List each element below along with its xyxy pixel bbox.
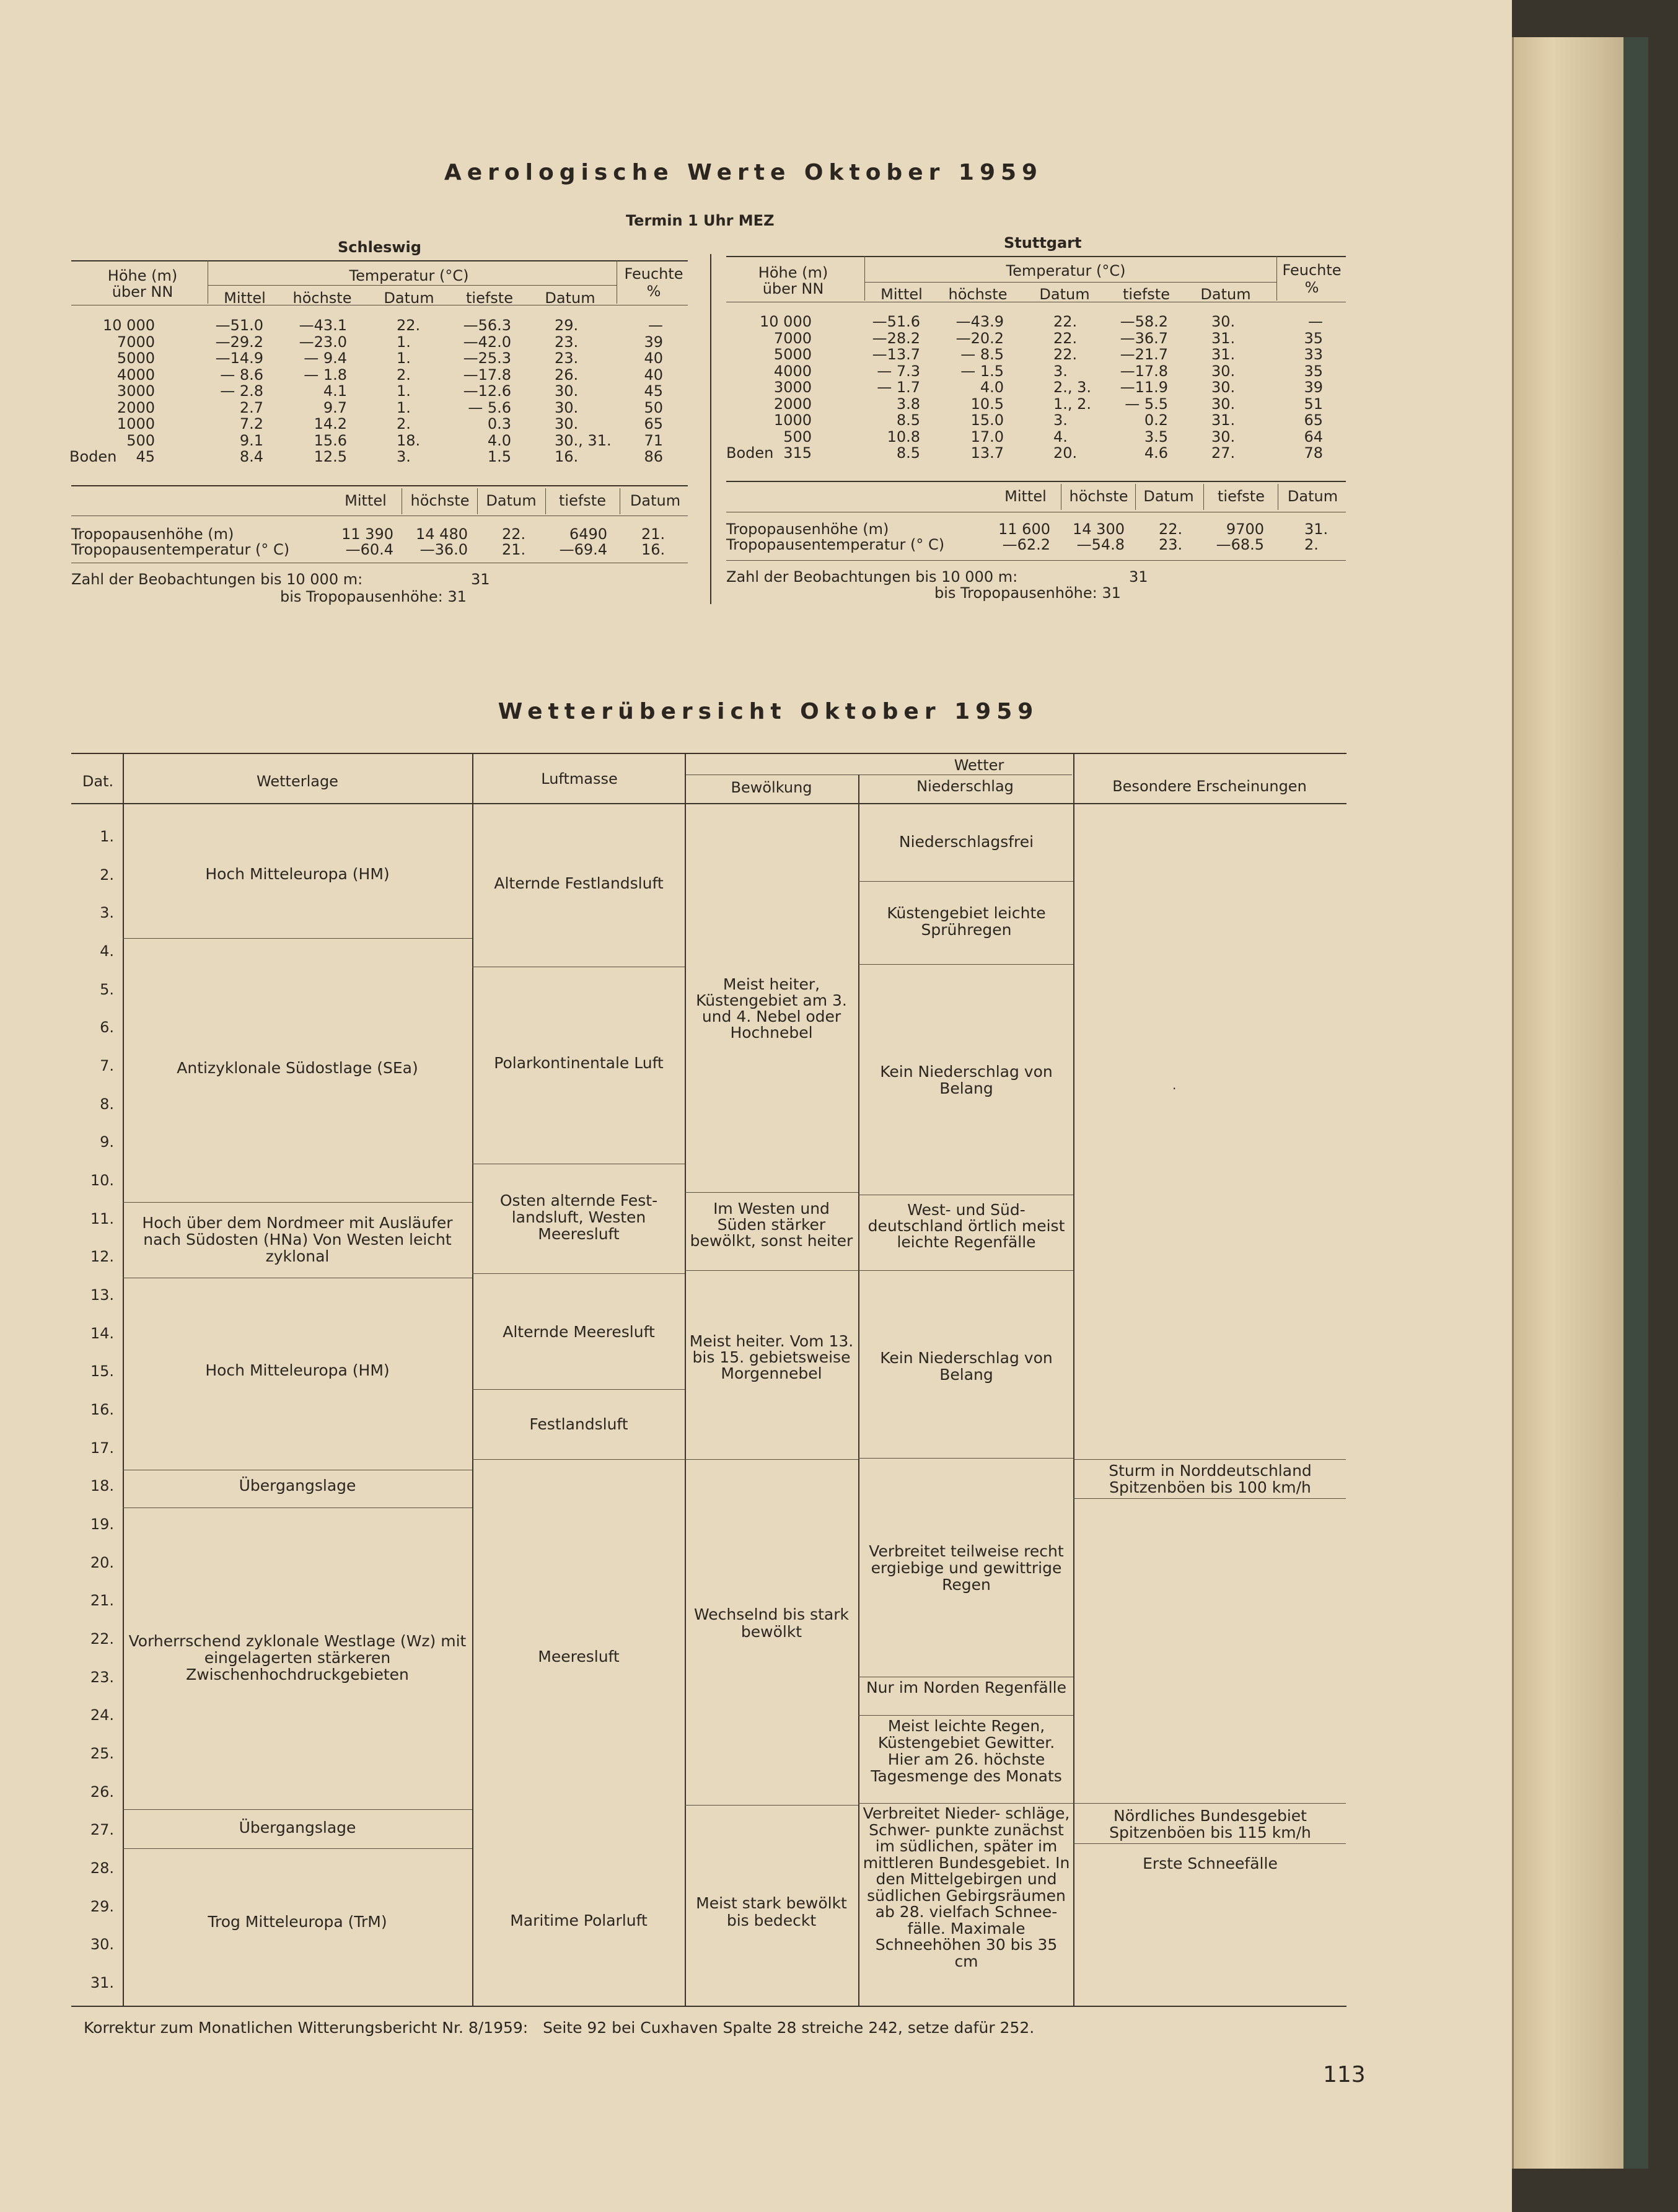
- stuttgart-boden-value: 315: [783, 444, 812, 462]
- stuttgart-tropo-h-datum1: Datum: [1143, 488, 1194, 505]
- schleswig-col-feuchte: — 39 40 40 45 50 65 71 86: [644, 317, 663, 465]
- luftmasse-maritime-polarluft: Maritime Polarluft: [510, 1911, 648, 1929]
- footnote: Korrektur zum Monatlichen Witterungsbericht Nr. 8/1959: Seite 92 bei Cuxhaven Spalte 28 streiche 242, setze dafür 252.: [84, 2019, 1035, 2037]
- schleswig-tropo-h-hoechste: höchste: [410, 492, 470, 509]
- luftmasse-meeresluft: Meeresluft: [538, 1648, 620, 1666]
- schleswig-boden-label: Boden: [69, 448, 117, 465]
- day-label: 11.: [90, 1210, 114, 1227]
- besondere-noerdliches-bundesgebiet: Nördliches Bundesgebiet Spitzenböen bis 115 km/h: [1109, 1807, 1311, 1841]
- wetterlage-hm-1: Hoch Mitteleuropa (HM): [205, 865, 390, 883]
- day-label: 5.: [100, 981, 114, 998]
- schleswig-tropo-datum2: 21. 16.: [641, 525, 665, 558]
- niederschlag-verbreitet-ergiebig: Verbreitet teilweise recht ergiebige und gewittrige Regen: [869, 1542, 1064, 1594]
- stuttgart-col-tiefste: —58.2 —36.7 —21.7 —17.8 —11.9 — 5.5 0.2 3.5 4.6: [1120, 313, 1168, 462]
- wetterlage-wz: Vorherrschend zyklonale Westlage (Wz) mit eingelagerten stärkeren Zwischenhochdruckgebieten: [128, 1632, 467, 1683]
- schleswig-tropo-labels: Tropopausenhöhe (m) Tropopausentemperatur (° C): [71, 525, 290, 558]
- day-label: 3.: [100, 904, 114, 921]
- stuttgart-station: Stuttgart: [1004, 234, 1082, 252]
- day-label: 1.: [100, 828, 114, 845]
- stuttgart-h-mittel: Mittel: [881, 286, 923, 303]
- day-label: 29.: [90, 1898, 114, 1915]
- termin-label: Termin 1 Uhr MEZ: [626, 212, 775, 229]
- schleswig-station: Schleswig: [338, 239, 421, 256]
- day-label: 7.: [100, 1057, 114, 1074]
- bewoelkung-meist-heiter-2: Meist heiter. Vom 13. bis 15. gebietsweise Morgennebel: [689, 1332, 854, 1382]
- wetter-h-wetter: Wetter: [954, 757, 1004, 774]
- wetterlage-trm: Trog Mitteleuropa (TrM): [208, 1913, 387, 1931]
- luftmasse-osten-westen: Osten alternde Fest- landsluft, Westen Meeresluft: [499, 1192, 658, 1243]
- day-label: 14.: [90, 1325, 114, 1342]
- luftmasse-polarkontinental: Polarkontinentale Luft: [494, 1054, 664, 1072]
- schleswig-h-tiefste: tiefste: [466, 289, 513, 307]
- besondere-dot: ·: [1172, 1081, 1177, 1096]
- bewoelkung-meist-heiter-1: Meist heiter, Küstengebiet am 3. und 4. Nebel oder Hochnebel: [696, 975, 847, 1042]
- stuttgart-beob-label1: Zahl der Beobachtungen bis 10 000 m:: [726, 568, 1018, 586]
- stuttgart-col-mittel: —51.6 —28.2 —13.7 — 7.3 — 1.7 3.8 8.5 10.8 8.5: [872, 313, 920, 462]
- day-label: 18.: [90, 1477, 114, 1494]
- niederschlag-nur-norden: Nur im Norden Regenfälle: [866, 1679, 1066, 1696]
- schleswig-beob-label2: bis Tropopausenhöhe: 31: [280, 588, 467, 605]
- stuttgart-col-hoechste: —43.9 —20.2 — 8.5 — 1.5 4.0 10.5 15.0 17.0 13.7: [955, 313, 1004, 462]
- bewoelkung-meist-stark: Meist stark bewölkt bis bedeckt: [696, 1894, 847, 1929]
- schleswig-col-datum1: 22. 1. 1. 2. 1. 1. 2. 18. 3.: [397, 317, 421, 465]
- wetter-h-bewoelkung: Bewölkung: [731, 779, 812, 796]
- day-label: 2.: [100, 866, 114, 884]
- stuttgart-h-datum2: Datum: [1200, 286, 1251, 303]
- stuttgart-col-hoehe: 10 000 7000 5000 4000 3000 2000 1000 500: [760, 313, 812, 445]
- stuttgart-tropo-datum2: 31. 2.: [1304, 520, 1329, 553]
- day-label: 31.: [90, 1974, 114, 1991]
- wetter-h-besondere: Besondere Erscheinungen: [1112, 778, 1307, 795]
- wetter-title: Wetterübersicht Oktober 1959: [498, 699, 1039, 724]
- day-label: 25.: [90, 1745, 114, 1762]
- day-label: 21.: [90, 1592, 114, 1609]
- schleswig-beob-label1: Zahl der Beobachtungen bis 10 000 m:: [71, 571, 363, 588]
- day-label: 4.: [100, 942, 114, 960]
- day-label: 17.: [90, 1439, 114, 1457]
- niederschlag-west-sued: West- und Süd- deutschland örtlich meist leichte Regenfälle: [868, 1201, 1065, 1251]
- schleswig-h-datum2: Datum: [545, 289, 595, 307]
- day-label: 30.: [90, 1936, 114, 1953]
- schleswig-h-hoechste: höchste: [292, 289, 352, 307]
- schleswig-tropo-h-tiefste: tiefste: [559, 492, 606, 509]
- wetterlage-hna: Hoch über dem Nordmeer mit Ausläufer nach Südosten (HNa) Von Westen leicht zyklonal: [142, 1214, 453, 1265]
- wetterlage-uebergang-1: Übergangslage: [239, 1477, 356, 1494]
- schleswig-tropo-h-datum1: Datum: [486, 492, 537, 509]
- schleswig-col-hoechste: —43.1 —23.0 — 9.4 — 1.8 4.1 9.7 14.2 15.6 12.5: [299, 317, 347, 465]
- niederschlag-meist-leichte: Meist leichte Regen, Küstengebiet Gewitter. Hier am 26. höchste Tagesmenge des Monats: [871, 1717, 1062, 1785]
- stuttgart-h-datum1: Datum: [1039, 286, 1090, 303]
- schleswig-tropo-tiefste: 6490 —69.4: [559, 525, 607, 558]
- book-cover-edge: [1623, 37, 1648, 2169]
- stuttgart-h-hoechste: höchste: [948, 286, 1008, 303]
- day-label: 15.: [90, 1363, 114, 1380]
- schleswig-col-hoehe: 10 000 7000 5000 4000 3000 2000 1000 500: [103, 317, 155, 449]
- niederschlag-kuestengebiet: Küstengebiet leichte Sprühregen: [887, 904, 1046, 939]
- luftmasse-alternde-festlandsluft: Alternde Festlandsluft: [494, 874, 664, 892]
- niederschlag-frei: Niederschlagsfrei: [898, 833, 1034, 851]
- stuttgart-col-datum2: 30. 31. 31. 30. 30. 30. 31. 30. 27.: [1211, 313, 1236, 462]
- day-label: 19.: [90, 1516, 114, 1533]
- schleswig-col-datum2: 29. 23. 23. 26. 30. 30. 30. 30., 31. 16.: [555, 317, 612, 465]
- day-label: 8.: [100, 1095, 114, 1113]
- stuttgart-boden-label: Boden: [726, 444, 774, 462]
- stuttgart-h-feuchte: Feuchte %: [1282, 261, 1342, 296]
- schleswig-col-mittel: —51.0 —29.2 —14.9 — 8.6 — 2.8 2.7 7.2 9.1 8.4: [215, 317, 263, 465]
- stuttgart-tropo-h-datum2: Datum: [1287, 488, 1338, 505]
- schleswig-tropo-h-mittel: Mittel: [345, 492, 387, 509]
- luftmasse-alternde-meeresluft: Alternde Meeresluft: [503, 1323, 655, 1341]
- stuttgart-col-feuchte: — 35 33 35 39 51 65 64 78: [1304, 313, 1323, 462]
- bewoelkung-westen-sueden: Im Westen und Süden stärker bewölkt, sonst heiter: [690, 1200, 853, 1250]
- day-label: 23.: [90, 1669, 114, 1686]
- schleswig-h-hoehe: Höhe (m) über NN: [107, 267, 178, 301]
- stuttgart-tropo-h-mittel: Mittel: [1004, 488, 1047, 505]
- schleswig-h-mittel: Mittel: [224, 289, 266, 307]
- day-label: 9.: [100, 1133, 114, 1151]
- niederschlag-kein-2: Kein Niederschlag von Belang: [880, 1349, 1053, 1384]
- schleswig-h-feuchte: Feuchte %: [624, 265, 683, 300]
- schleswig-tropo-h-datum2: Datum: [630, 492, 681, 509]
- schleswig-col-tiefste: —56.3 —42.0 —25.3 —17.8 —12.6 — 5.6 0.3 4.0 1.5: [463, 317, 511, 465]
- day-label: 28.: [90, 1859, 114, 1877]
- luftmasse-festlandsluft: Festlandsluft: [529, 1415, 628, 1433]
- stuttgart-h-temperatur: Temperatur (°C): [1006, 262, 1126, 279]
- day-label: 16.: [90, 1401, 114, 1418]
- schleswig-tropo-mittel: 11 390 —60.4: [341, 525, 393, 558]
- day-label: 10.: [90, 1172, 114, 1189]
- bewoelkung-wechselnd: Wechselnd bis stark bewölkt: [694, 1605, 849, 1641]
- stuttgart-h-tiefste: tiefste: [1123, 286, 1170, 303]
- stuttgart-h-hoehe: Höhe (m) über NN: [758, 264, 828, 297]
- schleswig-beob-value1: 31: [471, 571, 490, 588]
- wetter-h-luftmasse: Luftmasse: [541, 770, 618, 788]
- wetterlage-uebergang-2: Übergangslage: [239, 1819, 356, 1837]
- stuttgart-beob-label2: bis Tropopausenhöhe: 31: [934, 584, 1121, 602]
- niederschlag-verbreitet-schnee: Verbreitet Nieder- schläge, Schwer- punkte zunächst im südlichen, später im mittleren Bundesgebiet. In den Mittelgebirgen und südlichen Gebirgsräumen ab 28. vielfach Schnee- fälle. Maximale Schneehöhen 30 bis 35 cm: [863, 1804, 1070, 1970]
- stuttgart-tropo-hoechste: 14 300 —54.8: [1073, 520, 1125, 553]
- day-label: 6.: [100, 1019, 114, 1036]
- wetter-h-niederschlag: Niederschlag: [916, 778, 1014, 795]
- stuttgart-tropo-labels: Tropopausenhöhe (m) Tropopausentemperatur (° C): [726, 520, 945, 553]
- day-label: 20.: [90, 1554, 114, 1571]
- stuttgart-tropo-h-hoechste: höchste: [1069, 488, 1128, 505]
- day-label: 12.: [90, 1248, 114, 1265]
- wetterlage-sea: Antizyklonale Südostlage (SEa): [177, 1059, 418, 1077]
- schleswig-tropo-hoechste: 14 480 —36.0: [416, 525, 468, 558]
- schleswig-boden-value: 45: [136, 448, 155, 465]
- page-number: 113: [1323, 2062, 1366, 2087]
- stuttgart-tropo-tiefste: 9700 —68.5: [1216, 520, 1264, 553]
- wetter-h-wetterlage: Wetterlage: [257, 773, 338, 790]
- besondere-erste-schneefaelle: Erste Schneefälle: [1143, 1854, 1278, 1872]
- schleswig-h-temperatur: Temperatur (°C): [349, 267, 469, 284]
- wetter-h-dat: Dat.: [82, 773, 114, 790]
- day-label: 24.: [90, 1706, 114, 1724]
- besondere-sturm-norddeutschland: Sturm in Norddeutschland Spitzenböen bis 100 km/h: [1109, 1462, 1312, 1496]
- stuttgart-tropo-datum1: 22. 23.: [1159, 520, 1183, 553]
- stuttgart-tropo-mittel: 11 600 —62.2: [998, 520, 1050, 553]
- day-label: 27.: [90, 1821, 114, 1838]
- station-divider: [710, 254, 711, 604]
- day-label: 26.: [90, 1783, 114, 1801]
- stuttgart-tropo-h-tiefste: tiefste: [1218, 488, 1265, 505]
- niederschlag-kein-1: Kein Niederschlag von Belang: [880, 1063, 1053, 1097]
- schleswig-h-datum1: Datum: [384, 289, 434, 307]
- schleswig-tropo-datum1: 22. 21.: [502, 525, 526, 558]
- stuttgart-col-datum1: 22. 22. 22. 3. 2., 3. 1., 2. 3. 4. 20.: [1053, 313, 1092, 462]
- day-label: 22.: [90, 1630, 114, 1648]
- stuttgart-beob-value1: 31: [1129, 568, 1148, 586]
- day-label: 13.: [90, 1286, 114, 1304]
- wetterlage-hm-2: Hoch Mitteleuropa (HM): [205, 1361, 390, 1379]
- aerologie-title: Aerologische Werte Oktober 1959: [444, 160, 1043, 185]
